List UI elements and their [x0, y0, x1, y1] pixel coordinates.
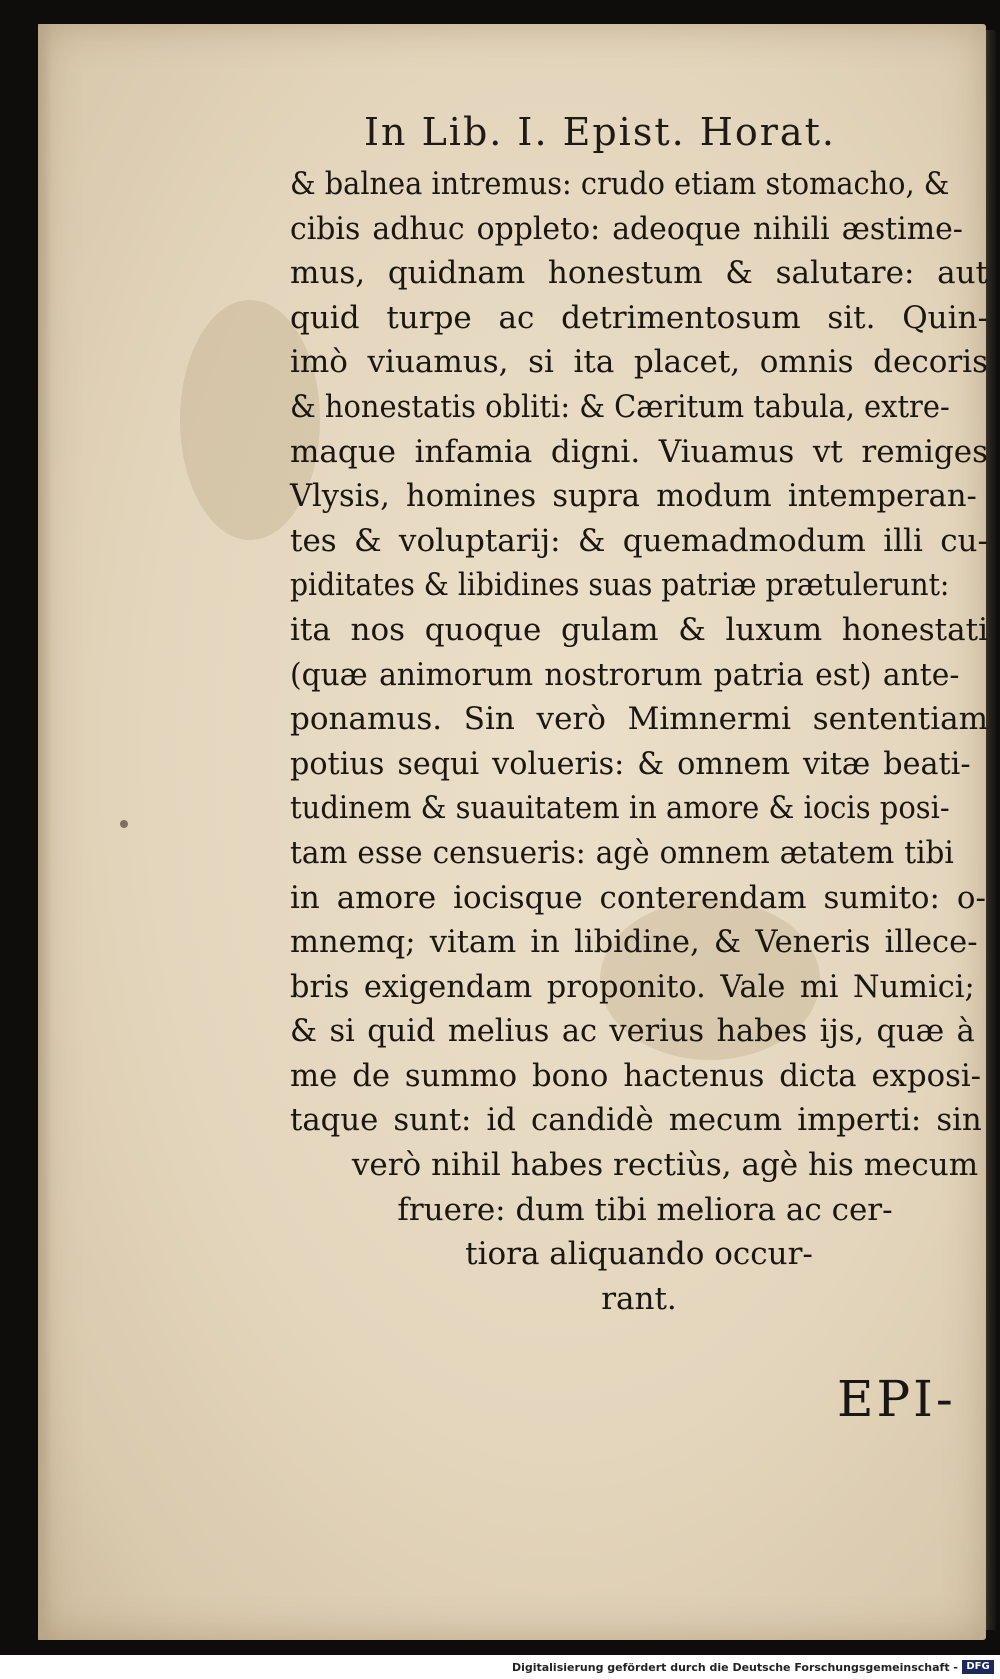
digitization-credit: Digitalisierung gefördert durch die Deutsche Forschungsgemeinschaft - [511, 1661, 958, 1674]
text-line: ita nos quoque gulam & luxum honestati [290, 611, 988, 648]
paper-stain [120, 820, 128, 828]
text-line: me de summo bono hactenus dicta exposi- [290, 1057, 982, 1094]
text-line: quid turpe ac detrimentosum sit. Quin- [290, 299, 988, 336]
text-line: tiora aliquando occur- [465, 1236, 813, 1273]
text-line: fruere: dum tibi meliora ac cer- [397, 1191, 893, 1228]
closing-text [290, 1143, 988, 1321]
text-line: cibis adhuc oppleto: adeoque nihili æstime- [290, 210, 963, 247]
text-line: in amore iocisque conterendam sumito: o- [290, 879, 986, 916]
text-line: tam esse censueris: agè omnem ætatem tibi [290, 834, 954, 871]
dfg-logo: DFG [962, 1660, 994, 1674]
text-line: & si quid melius ac verius habes ijs, quæ à [290, 1013, 975, 1050]
text-line: bris exigendam proponito. Vale mi Numici; [290, 968, 975, 1005]
text-line: taque sunt: id candidè mecum imperti: sin [290, 1102, 982, 1139]
text-line: verò nihil habes rectiùs, agè his mecum [351, 1147, 979, 1183]
text-line: Vlysis, homines supra modum intemperan- [290, 478, 977, 515]
text-line: & balnea intremus: crudo etiam stomacho, & [290, 166, 950, 202]
text-line: mnemq; vitam in libidine, & Veneris illece- [290, 924, 978, 961]
text-line: imò viuamus, si ita placet, omnis decoris [290, 344, 988, 381]
text-line: maque infamia digni. Viuamus vt remiges [290, 433, 988, 470]
text-line: tudinem & suauitatem in amore & iocis posi- [290, 790, 950, 827]
text-line: potius sequi volueris: & omnem vitæ beati- [290, 745, 971, 782]
page-gutter [38, 24, 52, 1640]
text-line: ponamus. Sin verò Mimnermi sententiam [290, 701, 988, 738]
text-line: piditates & libidines suas patriæ prætulerunt: [290, 567, 950, 604]
text-line: (quæ animorum nostrorum patria est) ante- [290, 656, 960, 693]
catchword: EPI- [837, 1370, 956, 1428]
text-line: tes & voluptarij: & quemadmodum illi cu- [290, 522, 988, 559]
body-text [290, 162, 988, 1143]
running-head: In Lib. I. Epist. Horat. [364, 110, 836, 154]
text-line: rant. [601, 1280, 677, 1317]
text-line: mus, quidnam honestum & salutare: aut [290, 255, 988, 292]
text-line: & honestatis obliti: & Cæritum tabula, extre- [290, 388, 950, 425]
